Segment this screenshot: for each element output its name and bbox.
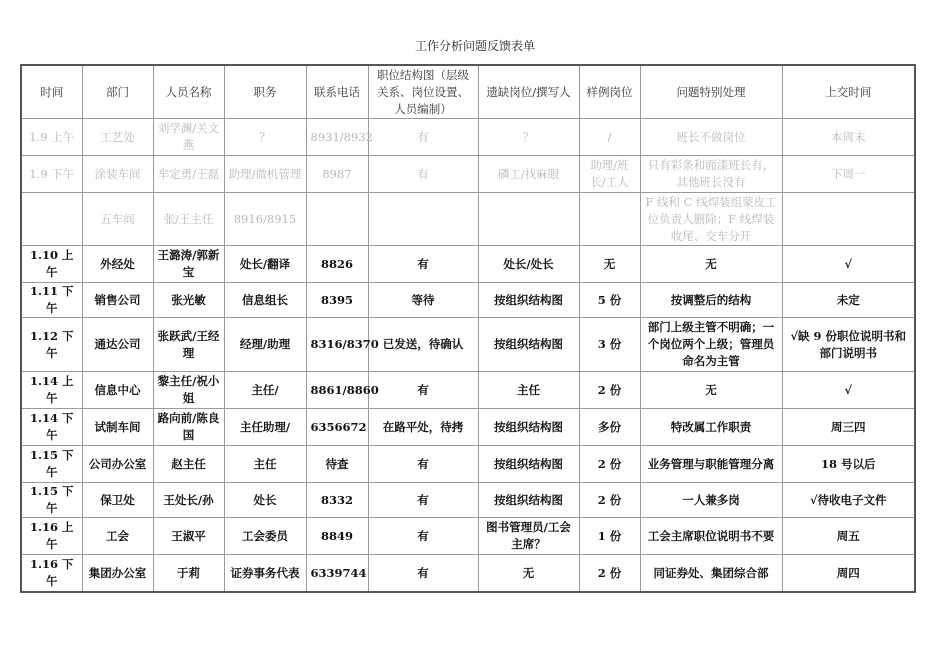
table-cell: 6356672 <box>306 409 368 446</box>
table-cell: 王处长/孙 <box>153 483 224 518</box>
table-cell: 1.10 上午 <box>21 246 82 283</box>
table-row <box>21 409 915 446</box>
form-title: 工作分析问题反馈表单 <box>414 39 535 53</box>
table-cell: 等待 <box>368 283 478 318</box>
table-cell: 1.16 上午 <box>21 518 82 555</box>
table-cell <box>478 193 579 246</box>
table-cell: 信息中心 <box>82 372 153 409</box>
table-cell: 8861/8860 <box>306 372 368 409</box>
table-cell: 本周末 <box>782 119 915 156</box>
table-cell: 主任/ <box>224 372 306 409</box>
table-cell: 5 份 <box>579 283 640 318</box>
table-cell: 2 份 <box>579 446 640 483</box>
table-cell: 在路平处，待拷 <box>368 409 478 446</box>
table-row <box>21 283 915 318</box>
table-cell: 按组织结构图 <box>478 409 579 446</box>
table-cell: 多份 <box>579 409 640 446</box>
table-cell: 业务管理与职能管理分离 <box>640 446 782 483</box>
table-cell: 张光敏 <box>153 283 224 318</box>
table-cell: 周五 <box>782 518 915 555</box>
table-cell: 主任助理/ <box>224 409 306 446</box>
table-cell: 保卫处 <box>82 483 153 518</box>
table-cell: 路向前/陈良国 <box>153 409 224 446</box>
table-cell: 1.9 下午 <box>21 156 82 193</box>
table-cell: 公司办公室 <box>82 446 153 483</box>
table-cell: 按调整后的结构 <box>640 283 782 318</box>
table-cell: 助理/班长/工人 <box>579 156 640 193</box>
table-cell: 无 <box>640 246 782 283</box>
table-row <box>21 555 915 593</box>
table-cell: 无 <box>640 372 782 409</box>
table-cell: 于莉 <box>153 555 224 593</box>
table-cell: / <box>579 119 640 156</box>
table-cell: 8987 <box>306 156 368 193</box>
table-cell: 1.14 下午 <box>21 409 82 446</box>
table-cell: 工会委员 <box>224 518 306 555</box>
table-cell: 外经处 <box>82 246 153 283</box>
table-cell: 五车间 <box>82 193 153 246</box>
table-row <box>21 119 915 156</box>
table-cell: 处长/处长 <box>478 246 579 283</box>
table-cell: 试制车间 <box>82 409 153 446</box>
table-cell: F 线和 C 线焊装组蒙皮工位负责人删除；F 线焊装收尾、交车分开 <box>640 193 782 246</box>
table-cell: √ <box>782 246 915 283</box>
header-cell: 上交时间 <box>782 65 915 119</box>
table-cell: 刘学渊/关文燕 <box>153 119 224 156</box>
table-cell: 1.15 下午 <box>21 483 82 518</box>
table-cell <box>21 193 82 246</box>
table-cell: 一人兼多岗 <box>640 483 782 518</box>
table-cell: 黎主任/祝小姐 <box>153 372 224 409</box>
table-cell: 周四 <box>782 555 915 593</box>
table-cell: 8826 <box>306 246 368 283</box>
table-cell: √ <box>782 372 915 409</box>
table-cell: 牟定勇/王磊 <box>153 156 224 193</box>
table-cell: 8931/8932 <box>306 119 368 156</box>
table-cell: 3 份 <box>579 318 640 372</box>
table-cell: 按组织结构图 <box>478 483 579 518</box>
table-row <box>21 483 915 518</box>
table-cell: 处长 <box>224 483 306 518</box>
table-cell: 有 <box>368 119 478 156</box>
table-cell: 证券事务代表 <box>224 555 306 593</box>
table-cell: 部门上级主管不明确；一个岗位两个上级；管理员命名为主管 <box>640 318 782 372</box>
table-cell: 班长不做岗位 <box>640 119 782 156</box>
table-cell: √待收电子文件 <box>782 483 915 518</box>
table-cell: 未定 <box>782 283 915 318</box>
feedback-table <box>20 64 916 593</box>
table-cell: ？ <box>478 119 579 156</box>
table-cell: 按组织结构图 <box>478 446 579 483</box>
table-cell: 1.15 下午 <box>21 446 82 483</box>
table-cell: 信息组长 <box>224 283 306 318</box>
table-cell <box>782 193 915 246</box>
table-cell: 工会 <box>82 518 153 555</box>
table-cell: 有 <box>368 156 478 193</box>
table-cell: 主任 <box>478 372 579 409</box>
table-cell <box>306 193 368 246</box>
table-cell: 主任 <box>224 446 306 483</box>
table-row <box>21 318 915 372</box>
table-cell: 通达公司 <box>82 318 153 372</box>
table-cell: 按组织结构图 <box>478 318 579 372</box>
table-row <box>21 372 915 409</box>
table-row <box>21 518 915 555</box>
table-cell: 8849 <box>306 518 368 555</box>
table-cell: 张/王主任 <box>153 193 224 246</box>
header-cell: 时间 <box>21 65 82 119</box>
table-cell: 图书管理员/工会主席？ <box>478 518 579 555</box>
table-cell: 同证券处、集团综合部 <box>640 555 782 593</box>
table-cell: 销售公司 <box>82 283 153 318</box>
table-row <box>21 446 915 483</box>
header-cell: 联系电话 <box>306 65 368 119</box>
table-cell: 2 份 <box>579 483 640 518</box>
table-cell: 工艺处 <box>82 119 153 156</box>
header-row <box>21 65 915 119</box>
header-cell: 遗缺岗位/撰写人 <box>478 65 579 119</box>
table-cell: 有 <box>368 483 478 518</box>
table-cell: 6339744 <box>306 555 368 593</box>
table-cell: 18 号以后 <box>782 446 915 483</box>
table-cell: 特改属工作职责 <box>640 409 782 446</box>
table-cell <box>579 193 640 246</box>
table-cell: 有 <box>368 518 478 555</box>
table-cell: 无 <box>478 555 579 593</box>
table-cell: 1.9 上午 <box>21 119 82 156</box>
header-cell: 问题特别处理 <box>640 65 782 119</box>
table-cell: 1.12 下午 <box>21 318 82 372</box>
table-cell: 按组织结构图 <box>478 283 579 318</box>
table-cell: 有 <box>368 372 478 409</box>
table-cell: 集团办公室 <box>82 555 153 593</box>
table-cell: 无 <box>579 246 640 283</box>
table-cell: 待查 <box>306 446 368 483</box>
header-cell: 部门 <box>82 65 153 119</box>
header-cell: 人员名称 <box>153 65 224 119</box>
table-cell: ？ <box>224 119 306 156</box>
table-cell: 1.14 上午 <box>21 372 82 409</box>
table-cell: 8916/8915 <box>224 193 306 246</box>
table-cell: 有 <box>368 555 478 593</box>
table-cell: 有 <box>368 446 478 483</box>
table-cell: 助理/微机管理 <box>224 156 306 193</box>
table-cell: 2 份 <box>579 555 640 593</box>
header-cell: 样例岗位 <box>579 65 640 119</box>
table-cell: 8395 <box>306 283 368 318</box>
table-cell: 8316/8370 <box>306 318 368 372</box>
table-cell: 1.11 下午 <box>21 283 82 318</box>
table-cell: 周三四 <box>782 409 915 446</box>
table-cell: 工会主席职位说明书不要 <box>640 518 782 555</box>
table-cell: 磷工/找麻眼 <box>478 156 579 193</box>
table-row <box>21 246 915 283</box>
header-cell: 职位结构图（层级关系、岗位设置、人员编制） <box>368 65 478 119</box>
table-cell: 张跃武/王经理 <box>153 318 224 372</box>
table-cell: 赵主任 <box>153 446 224 483</box>
table-cell: 已发送，待确认 <box>368 318 478 372</box>
table-cell: 只有彩条和面漆班长有，其他班长没有 <box>640 156 782 193</box>
table-cell: 1.16 下午 <box>21 555 82 593</box>
table-cell: 经理/助理 <box>224 318 306 372</box>
table-cell: 下周一 <box>782 156 915 193</box>
table-cell: 2 份 <box>579 372 640 409</box>
table-row <box>21 193 915 246</box>
table-cell: 8332 <box>306 483 368 518</box>
table-cell: 涂装车间 <box>82 156 153 193</box>
table-cell: 处长/翻译 <box>224 246 306 283</box>
table-cell: 1 份 <box>579 518 640 555</box>
table-cell: √缺 9 份职位说明书和部门说明书 <box>782 318 915 372</box>
table-cell: 有 <box>368 246 478 283</box>
table-cell <box>368 193 478 246</box>
header-cell: 职务 <box>224 65 306 119</box>
table-row <box>21 156 915 193</box>
table-cell: 王潞涛/郭新宝 <box>153 246 224 283</box>
table-cell: 王淑平 <box>153 518 224 555</box>
